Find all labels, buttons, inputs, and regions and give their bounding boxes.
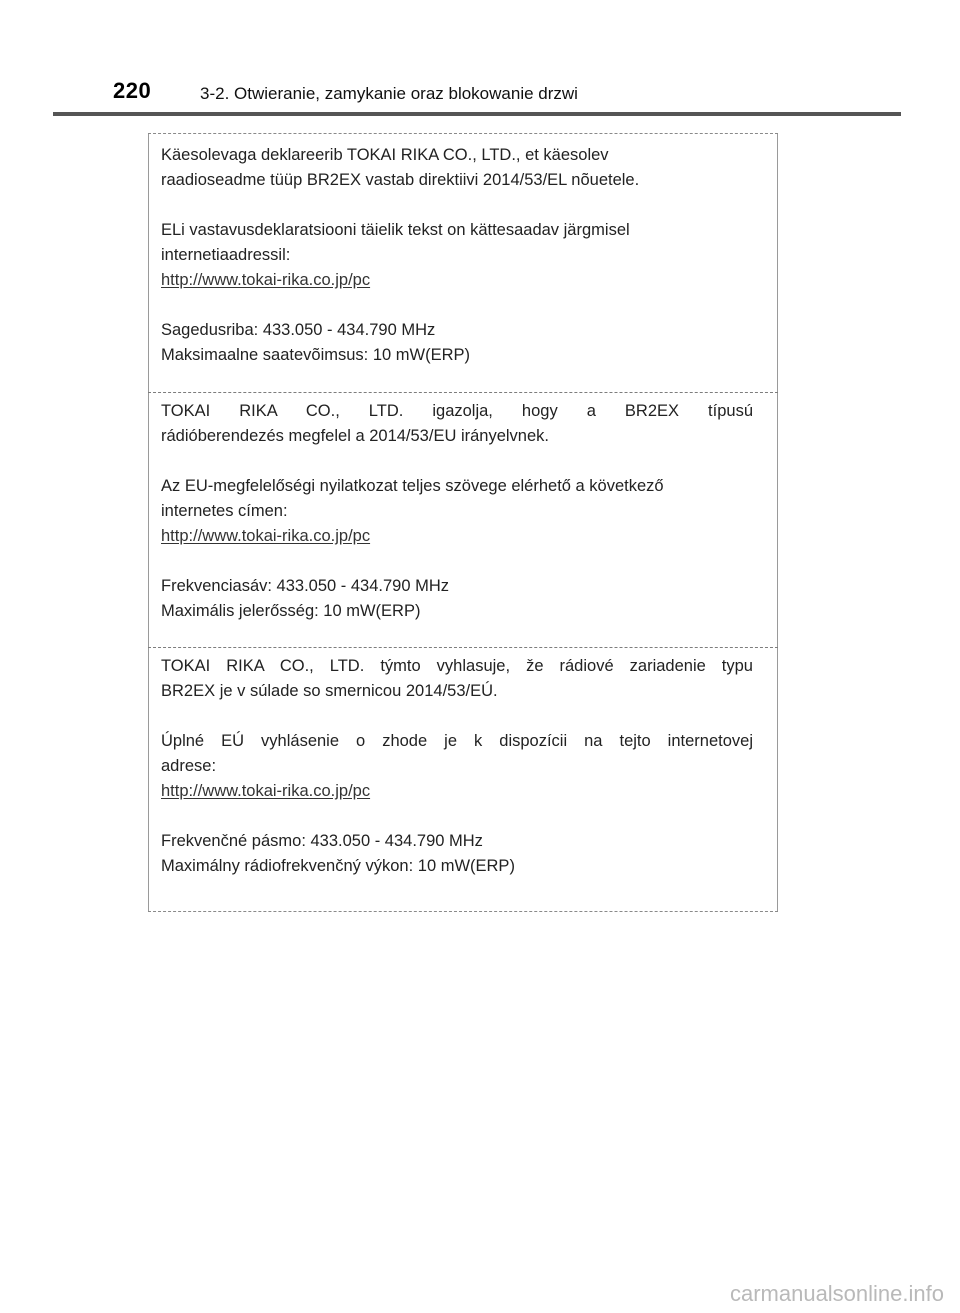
declarations-box [148,133,778,912]
section-divider [148,647,778,648]
availability-text-line: Az EU-megfelelőségi nyilatkozat teljes szövege elérhető a következő [161,477,664,495]
availability-text-line: adrese: [161,757,217,775]
page-header [0,0,960,118]
declaration-url-link[interactable]: http://www.tokai-rika.co.jp/pc [161,782,371,800]
declaration-section-slovak [161,654,753,879]
declaration-section-estonian [161,143,753,368]
declaration-text-line: rádióberendezés megfelel a 2014/53/EU irányelvnek. [161,427,549,445]
chapter-title: 3-2. Otwieranie, zamykanie oraz blokowanie drzwi [200,84,578,103]
frequency-band-text: Frekvenčné pásmo: 433.050 - 434.790 MHz [161,832,483,850]
availability-text-line: internetiaadressil: [161,246,291,264]
declaration-text-line: BR2EX je v súlade so smernicou 2014/53/EÚ. [161,682,498,700]
declaration-url-link[interactable]: http://www.tokai-rika.co.jp/pc [161,527,371,545]
availability-text-line: Úplné EÚ vyhlásenie o zhode je k dispozícii na tejto internetovej [161,732,753,750]
max-power-text: Maximálny rádiofrekvenčný výkon: 10 mW(ERP) [161,857,515,875]
frequency-band-text: Frekvenciasáv: 433.050 - 434.790 MHz [161,577,449,595]
max-power-text: Maximális jelerősség: 10 mW(ERP) [161,602,421,620]
declaration-text-line: TOKAI RIKA CO., LTD. igazolja, hogy a BR2EX típusú [161,402,753,420]
page-number: 220 [113,78,152,103]
box-bottom-border [148,911,778,912]
availability-text-line: internetes címen: [161,502,288,520]
watermark-text: carmanualsonline.info [729,1281,944,1306]
frequency-band-text: Sagedusriba: 433.050 - 434.790 MHz [161,321,436,339]
declaration-text-line: raadioseadme tüüp BR2EX vastab direktiivi 2014/53/EL nõuetele. [161,171,640,189]
availability-text-line: ELi vastavusdeklaratsiooni täielik tekst on kättesaadav järgmisel [161,221,630,239]
section-divider [148,392,778,393]
header-rule [53,112,901,116]
box-top-border [148,133,778,134]
declaration-section-hungarian [161,399,753,624]
max-power-text: Maksimaalne saatevõimsus: 10 mW(ERP) [161,346,471,364]
declaration-text-line: TOKAI RIKA CO., LTD. týmto vyhlasuje, že rádiové zariadenie typu [161,657,753,675]
declaration-text-line: Käesolevaga deklareerib TOKAI RIKA CO., LTD., et käesolev [161,146,609,164]
declaration-url-link[interactable]: http://www.tokai-rika.co.jp/pc [161,271,371,289]
